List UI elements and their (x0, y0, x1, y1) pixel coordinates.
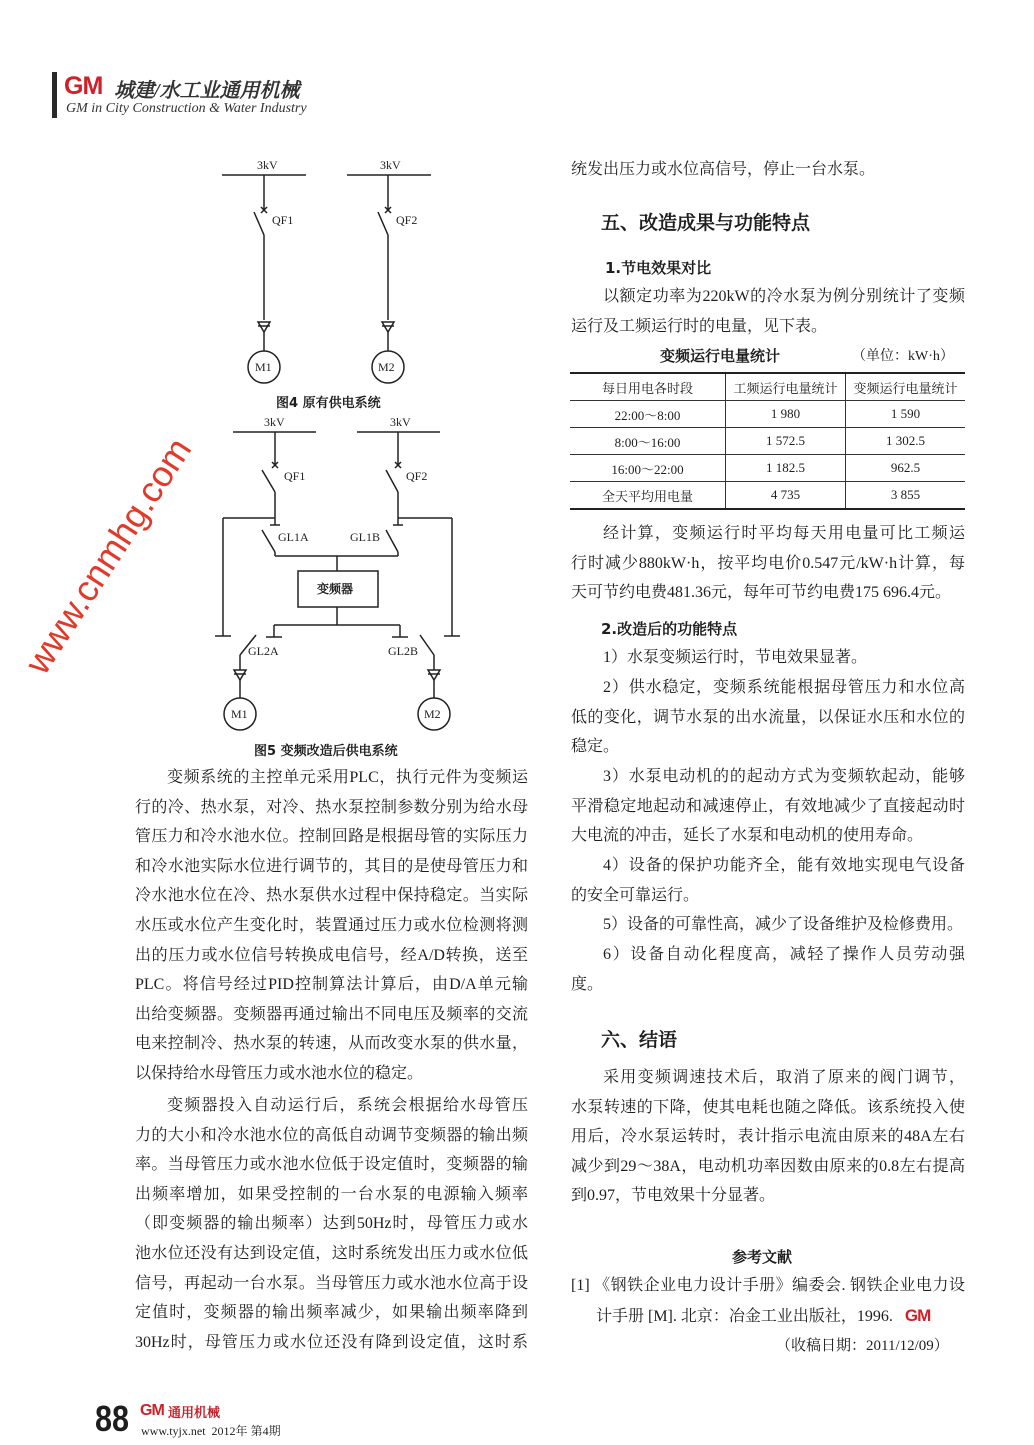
text-line: 大电流的冲击，延长了水泵和电动机的使用寿命。 (571, 827, 924, 845)
text-line: [1] 《钢铁企业电力设计手册》编委会. 钢铁企业电力设 (571, 1277, 965, 1294)
text-line: 1）水泵变频运行时，节电效果显著。 (603, 649, 868, 666)
text-line: 池水位还没有达到设定值，这时系统发出压力或水位低 (135, 1244, 528, 1262)
received-date: （收稿日期：2011/12/09） (776, 1338, 949, 1354)
left-paragraph-1 (135, 763, 528, 1089)
text-line: 6）设备自动化程度高，减轻了操作人员劳动强 (603, 946, 965, 963)
footer-issue: 第4期 (250, 1424, 281, 1438)
text-line: 出频率增加，如果受控制的一台水泵的电源输入频率 (135, 1185, 528, 1203)
text-line: 3）水泵电动机的的起动方式为变频软起动，能够 (603, 768, 965, 785)
table-cell: 1 302.5 (846, 428, 965, 455)
text-line: 以保持给水母管压力或水池水位的稳定。 (135, 1064, 424, 1082)
text-line: 电来控制冷、热水泵的转速，从而改变水泵的供水量， (135, 1035, 528, 1053)
fig5-m2-label: M2 (424, 707, 441, 721)
text-line: 采用变频调速技术后，取消了原来的阀门调节， (603, 1069, 965, 1086)
text-line: 定值时，变频器的输出频率减少，如果输出频率降到 (135, 1304, 528, 1322)
end-logo: GM (904, 1305, 931, 1325)
text-line: 变频器投入自动运行后，系统会根据给水母管压 (167, 1097, 528, 1114)
table-unit: （单位：kW·h） (852, 349, 954, 364)
text-line: 5）设备的可靠性高，减少了设备维护及检修费用。 (603, 916, 964, 933)
text-line: 出的压力或水位信号转换成电信号，经A/D转换，送至 (135, 946, 528, 964)
text-line: 用后，冷水泵运转时，表计指示电流由原来的48A左右 (571, 1128, 965, 1146)
fig5-qf2-label: QF2 (406, 469, 428, 483)
text-line: 30Hz时，母管压力或水位还没有降到设定值，这时系 (135, 1333, 528, 1351)
fig5-gl1b-label: GL1B (350, 530, 380, 544)
table-header: 变频运行电量统计 (846, 373, 965, 401)
fig4-m1-label: M1 (255, 360, 272, 374)
feature-4 (571, 851, 965, 910)
text-line: 运行及工频运行时的电量，见下表。 (571, 317, 828, 335)
text-line: 的安全可靠运行。 (571, 886, 700, 904)
fig4-bus-left-label: 3kV (257, 158, 278, 172)
table-header: 每日用电各时段 (570, 373, 726, 401)
table-title: 变频运行电量统计 (660, 347, 781, 365)
subsection-1-paragraph (571, 282, 965, 341)
text-line: 度。 (571, 975, 604, 993)
fig5-gl2b-label: GL2B (388, 644, 418, 658)
text-line: 水泵转速的下降，使其电耗也随之降低。该系统投入使 (571, 1098, 965, 1116)
fig4-qf1-label: QF1 (272, 213, 294, 227)
feature-5 (571, 910, 965, 940)
feature-1 (571, 643, 965, 673)
figure-5-caption: 图5 变频改造后供电系统 (254, 744, 398, 759)
journal-section-subtitle: GM in City Construction & Water Industry (66, 101, 307, 116)
power-statistics-table (570, 372, 965, 510)
text-line: 出给变频器。变频器再通过输出不同电压及频率的交流 (135, 1005, 528, 1023)
feature-3 (571, 762, 965, 851)
text-line: 天可节约电费481.36元，每年可节约电费175 696.4元。 (571, 584, 952, 602)
section-5-heading: 五、改造成果与功能特点 (601, 212, 811, 234)
footer-site: www.tyjx.net (141, 1424, 206, 1438)
fig5-m1-label: M1 (231, 707, 248, 721)
watermark: www.cnmhg.com (16, 430, 200, 681)
feature-2 (571, 673, 965, 762)
text-line: PLC。将信号经过PID控制算法计算后，由D/A单元输 (135, 976, 528, 994)
table-row (570, 455, 965, 482)
text-line: 信号，再起动一台水泵。当母管压力或水池水位高于设 (135, 1274, 528, 1292)
text-line: 稳定。 (571, 738, 620, 756)
calculation-paragraph (571, 519, 965, 608)
text-line: 冷水池水位在冷、热水泵供水过程中保持稳定。当实际 (135, 887, 528, 905)
figure-4-caption: 图4 原有供电系统 (276, 396, 381, 411)
reference-text: 计手册 [M]. 北京：冶金工业出版社，1996. (596, 1307, 893, 1325)
fig5-qf1-label: QF1 (284, 469, 306, 483)
fig4-bus-right-label: 3kV (380, 158, 401, 172)
text-line: 水压或水位产生变化时，装置通过压力或水位检测将测 (135, 916, 528, 934)
header-bar (52, 72, 57, 118)
footer-journal-name: 通用机械 (168, 1406, 221, 1421)
text-line: 低的变化，调节水泵的出水流量，以保证水压和水位的 (571, 708, 965, 726)
table-row (570, 482, 965, 510)
section-6-heading: 六、结语 (601, 1029, 678, 1051)
figure-4-diagram (200, 150, 460, 415)
table-cell: 全天平均用电量 (570, 482, 726, 510)
reference-1 (571, 1271, 965, 1330)
text-line: 行时减少880kW·h，按平均电价0.547元/kW·h计算，每 (571, 554, 965, 572)
text-line: 4）设备的保护功能齐全，能有效地实现电气设备 (603, 857, 965, 874)
table-header: 工频运行电量统计 (726, 373, 846, 401)
footer-logo: GM (140, 1402, 164, 1419)
page-number: 88 (95, 1398, 130, 1439)
table-cell: 1 980 (726, 401, 846, 428)
inverter-label: 变频器 (317, 582, 354, 596)
text-line: 减少到29～38A，电动机功率因数由原来的0.8左右提高 (571, 1157, 965, 1175)
fig4-m2-label: M2 (378, 360, 395, 374)
journal-section-title: 城建/水工业通用机械 (114, 80, 300, 102)
table-cell: 16:00～22:00 (570, 455, 726, 482)
continuation-text (571, 155, 965, 185)
fig4-qf2-label: QF2 (396, 213, 418, 227)
references-heading: 参考文献 (732, 1248, 793, 1266)
fig5-bus-right-label: 3kV (390, 415, 411, 429)
text-line: 2）供水稳定，变频系统能根据母管压力和水位高 (603, 679, 965, 696)
text-line: 到0.97，节电效果十分显著。 (571, 1187, 776, 1205)
table-cell: 22:00～8:00 (570, 401, 726, 428)
text-line: 经计算，变频运行时平均每天用电量可比工频运 (603, 525, 965, 542)
table-cell: 3 855 (846, 482, 965, 510)
text-line (571, 1301, 965, 1331)
left-paragraph-2 (135, 1091, 528, 1357)
table-cell: 962.5 (846, 455, 965, 482)
fig5-gl2a-label: GL2A (248, 644, 279, 658)
text-line: 和冷水池实际水位进行调节的，其目的是使母管压力和 (135, 857, 528, 875)
text-line: （即变频器的输出频率）达到50Hz时，母管压力或水 (135, 1215, 528, 1233)
figure-5-diagram (200, 410, 480, 740)
text-line: 以额定功率为220kW的冷水泵为例分别统计了变频 (603, 288, 965, 305)
footer-publication-info (141, 1422, 281, 1439)
table-row (570, 428, 965, 455)
conclusion-paragraph (571, 1063, 965, 1211)
table-cell: 1 590 (846, 401, 965, 428)
footer-year: 2012年 (211, 1424, 248, 1438)
table-row (570, 401, 965, 428)
subsection-2-heading: 2.改造后的功能特点 (601, 620, 738, 638)
text-line: 平滑稳定地起动和减速停止，有效地减少了直接起动时 (571, 797, 965, 815)
fig5-bus-left-label: 3kV (264, 415, 285, 429)
table-cell: 8:00～16:00 (570, 428, 726, 455)
text-line: 统发出压力或水位高信号，停止一台水泵。 (571, 161, 876, 178)
table-cell: 1 572.5 (726, 428, 846, 455)
text-line: 管压力和冷水池水位。控制回路是根据母管的实际压力 (135, 828, 528, 846)
feature-6 (571, 940, 965, 999)
subsection-1-heading: 1.节电效果对比 (605, 259, 712, 277)
text-line: 变频系统的主控单元采用PLC，执行元件为变频运 (167, 769, 528, 786)
text-line: 率。当母管压力或水池水位低于设定值时，变频器的输 (135, 1156, 528, 1174)
table-cell: 4 735 (726, 482, 846, 510)
fig5-gl1a-label: GL1A (278, 530, 309, 544)
text-line: 力的大小和冷水池水位的高低自动调节变频器的输出频 (135, 1126, 528, 1144)
journal-logo: GM (64, 72, 103, 100)
table-cell: 1 182.5 (726, 455, 846, 482)
text-line: 行的冷、热水泵，对冷、热水泵控制参数分别为给水母 (135, 798, 528, 816)
